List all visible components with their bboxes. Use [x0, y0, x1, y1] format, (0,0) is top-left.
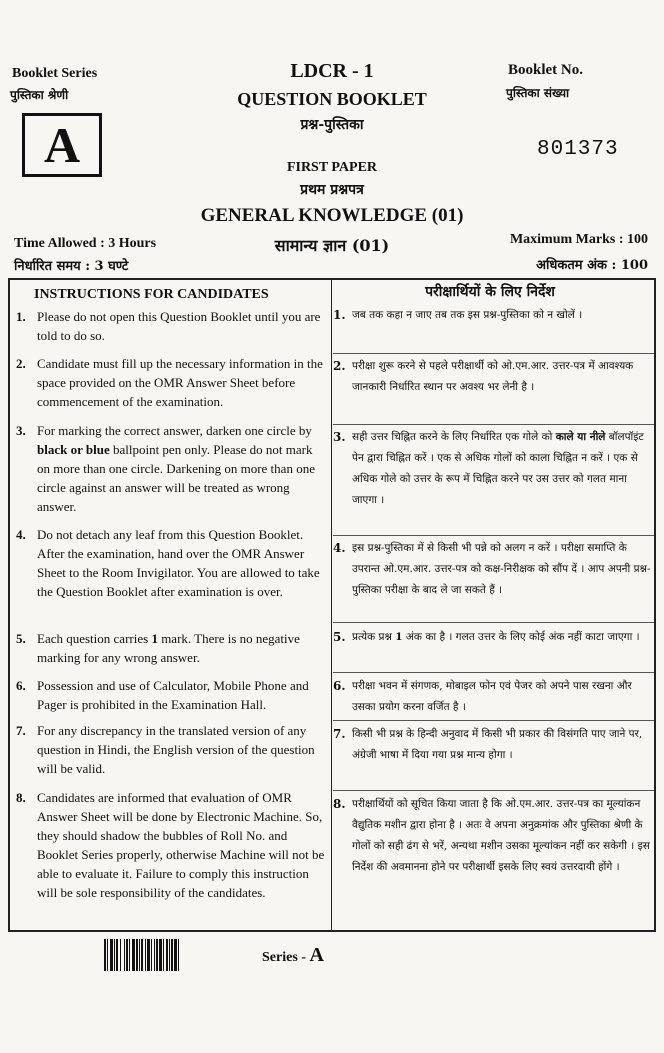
- instruction-item-hi-8: [333, 794, 651, 878]
- instruction-number: 1.: [16, 309, 26, 324]
- instruction-item-hi-6: [333, 676, 651, 718]
- booklet-title-hindi: प्रश्न-पुस्तिका: [300, 117, 364, 133]
- subject-title-hindi: सामान्य ज्ञान (01): [274, 236, 390, 255]
- instruction-text: For marking the correct answer, darken one circle by black or blue ballpoint pen only. Please do not mark on more than one circle. Darkening on more than one circle against an answer will be treated as wrong answer.: [37, 423, 315, 514]
- booklet-series-label-hindi: पुस्तिका श्रेणी: [10, 88, 69, 102]
- instruction-number: 3.: [16, 423, 26, 438]
- instruction-number: 8.: [333, 797, 346, 811]
- instruction-item-hi-7: [333, 724, 651, 766]
- instruction-item-hi-5: [333, 627, 651, 648]
- instruction-text: Possession and use of Calculator, Mobile Phone and Pager is prohibited in the Examination Hall.: [37, 678, 309, 712]
- instruction-item-hi-4: [333, 538, 651, 601]
- subject-title: GENERAL KNOWLEDGE (01): [200, 205, 464, 226]
- row-separator: [333, 622, 654, 623]
- series-footer: Series - A: [262, 944, 324, 966]
- instruction-item-en-3: [16, 421, 328, 516]
- row-separator: [333, 535, 654, 536]
- instructions-heading-hindi: परीक्षार्थियों के लिए निर्देश: [425, 284, 555, 300]
- paper-name: FIRST PAPER: [286, 160, 378, 175]
- booklet-series-box: A: [22, 113, 102, 177]
- instruction-item-en-2: [16, 354, 328, 411]
- instruction-text-hindi: सही उत्तर चिह्नित करने के लिए निर्धारित एक गोले को काले या नीले बॉलपॉइंट पेन द्वारा चिह्नित करें । एक से अधिक गोलों को काला चिह्नित न करें । एक से अधिक गोले को उत्तर के रूप में चिह्नित करने पर उस उत्तर को गलत माना जाएगा ।: [352, 431, 644, 506]
- booklet-number: 801373: [537, 138, 619, 161]
- instruction-number: 5.: [16, 631, 26, 646]
- instruction-number: 7.: [333, 727, 346, 741]
- instruction-number: 2.: [333, 359, 346, 373]
- instruction-number: 7.: [16, 723, 26, 738]
- instruction-number: 2.: [16, 356, 26, 371]
- row-separator: [333, 353, 654, 354]
- instruction-number: 3.: [333, 430, 346, 444]
- instruction-item-hi-3: [333, 427, 651, 511]
- instruction-text: Please do not open this Question Booklet until you are told to do so.: [37, 309, 321, 343]
- instruction-item-en-8: [16, 788, 328, 902]
- instruction-item-en-1: [16, 307, 328, 345]
- paper-name-hindi: प्रथम प्रश्नपत्र: [300, 182, 364, 198]
- barcode-icon: [104, 939, 246, 971]
- instruction-item-hi-1: [333, 305, 651, 326]
- instruction-text: Each question carries 1 mark. There is no negative marking for any wrong answer.: [37, 631, 300, 665]
- instruction-number: 6.: [16, 678, 26, 693]
- row-separator: [333, 790, 654, 791]
- instruction-text-hindi: परीक्षार्थियों को सूचित किया जाता है कि ओ.एम.आर. उत्तर-पत्र का मूल्यांकन वैद्युतिक मशीन द्वारा होना है । अतः वे अपना अनुक्रमांक और पुस्तिका श्रेणी के गोलों को सही ढंग से भरें, अन्यथा मशीन उसका मूल्यांकन नहीं कर सकेगी । इस निर्देश की अवमानना होने पर परीक्षार्थी इसके लिए स्वयं उत्तरदायी होंगे ।: [352, 798, 650, 873]
- instruction-text-hindi: किसी भी प्रश्न के हिन्दी अनुवाद में किसी भी प्रकार की विसंगति पाए जाने पर, अंग्रेजी भाषा में दिया गया प्रश्न मान्य होगा ।: [352, 728, 643, 761]
- instructions-heading: INSTRUCTIONS FOR CANDIDATES: [34, 287, 269, 302]
- instruction-text-hindi: प्रत्येक प्रश्न 1 अंक का है । गलत उत्तर के लिए कोई अंक नहीं काटा जाएगा ।: [352, 631, 640, 643]
- instruction-number: 5.: [333, 630, 346, 644]
- row-separator: [333, 720, 654, 721]
- booklet-number-label: Booklet No.: [508, 62, 583, 78]
- instruction-item-en-4: [16, 525, 328, 601]
- instruction-item-en-6: [16, 676, 328, 714]
- maximum-marks-hindi: अधिकतम अंक : 100: [536, 258, 648, 273]
- column-divider: [331, 280, 332, 930]
- instruction-text-hindi: जब तक कहा न जाए तब तक इस प्रश्न-पुस्तिका को न खोलें ।: [352, 309, 583, 321]
- booklet-code: LDCR - 1: [290, 60, 374, 82]
- instruction-text: Do not detach any leaf from this Question Booklet. After the examination, hand over the OMR Answer Sheet to the Room Invigilator. You are allowed to take the Question Booklet after examination is over.: [37, 527, 320, 599]
- booklet-title: QUESTION BOOKLET: [237, 89, 427, 109]
- time-allowed-hindi: निर्धारित समय : 3 घण्टे: [14, 259, 129, 274]
- instruction-item-en-7: [16, 721, 328, 778]
- instruction-number: 1.: [333, 308, 346, 322]
- instruction-number: 4.: [16, 527, 26, 542]
- instruction-text: Candidate must fill up the necessary information in the space provided on the OMR Answer Sheet before commencement of the examination.: [37, 356, 323, 409]
- instruction-text-hindi: परीक्षा शुरू करने से पहले परीक्षार्थी को ओ.एम.आर. उत्तर-पत्र में आवश्यक जानकारी निर्धारित स्थान पर अवश्य भर लेनी है ।: [352, 360, 634, 393]
- instruction-number: 8.: [16, 790, 26, 805]
- instruction-number: 4.: [333, 541, 346, 555]
- time-allowed: Time Allowed : 3 Hours: [14, 236, 157, 251]
- instruction-text: Candidates are informed that evaluation of OMR Answer Sheet will be done by Electronic Machine. So, they should shadow the bubbles of Roll No. and Booklet Series properly, otherwise Machine will not be able to evaluate it. Failure to comply this instruction will be sole responsibility of the candidates.: [37, 790, 325, 900]
- maximum-marks: Maximum Marks : 100: [509, 232, 648, 247]
- row-separator: [333, 424, 654, 425]
- booklet-number-label-hindi: पुस्तिका संख्या: [506, 86, 570, 100]
- row-separator: [333, 672, 654, 673]
- instruction-item-hi-2: [333, 356, 651, 398]
- instruction-text-hindi: परीक्षा भवन में संगणक, मोबाइल फोन एवं पेजर को अपने पास रखना और उसका प्रयोग करना वर्जित है ।: [352, 680, 632, 713]
- instruction-number: 6.: [333, 679, 346, 693]
- booklet-series-label: Booklet Series: [12, 66, 98, 81]
- instruction-item-en-5: [16, 629, 328, 667]
- instruction-text-hindi: इस प्रश्न-पुस्तिका में से किसी भी पन्ने को अलग न करें । परीक्षा समाप्ति के उपरान्त ओ.एम.आर. उत्तर-पत्र को कक्ष-निरीक्षक को सौंप दें । आप अपनी प्रश्न-पुस्तिका परीक्षा के बाद ले जा सकते हैं ।: [352, 542, 651, 596]
- instruction-text: For any discrepancy in the translated version of any question in Hindi, the English version of the question will be valid.: [37, 723, 315, 776]
